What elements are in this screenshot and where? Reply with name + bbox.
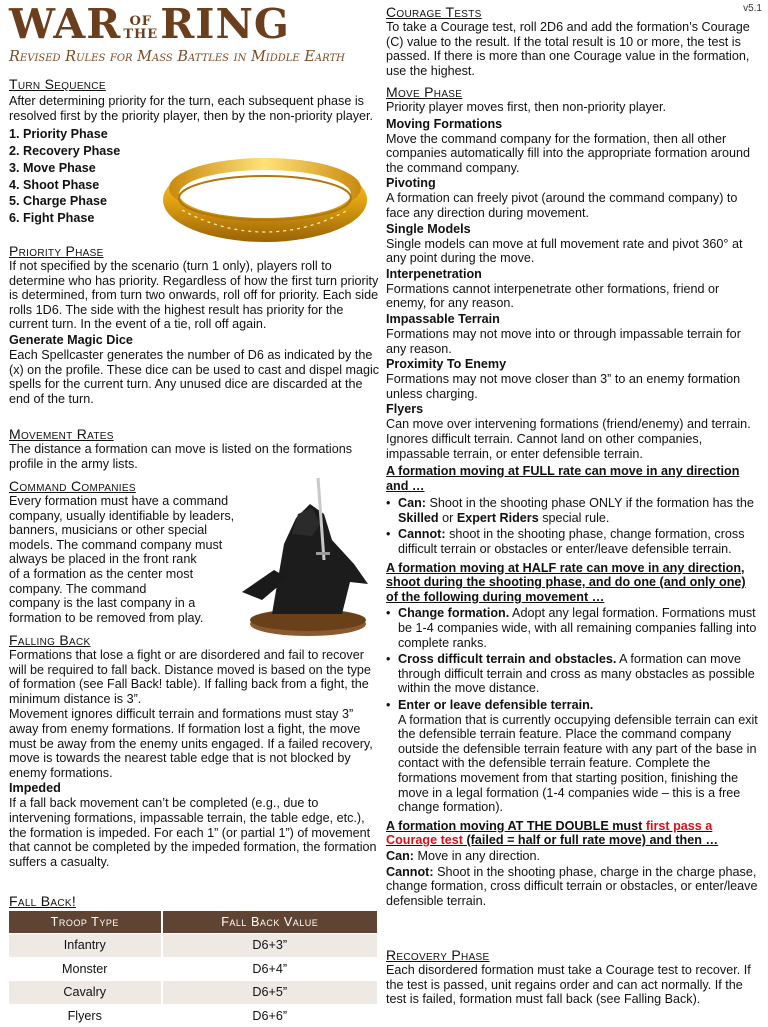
half-rate-item bbox=[386, 606, 760, 650]
text-line: of a formation as the center most bbox=[9, 566, 194, 581]
table-row bbox=[9, 981, 378, 1005]
double-can bbox=[386, 849, 760, 864]
double-heading bbox=[386, 819, 760, 848]
courage-tests-text: To take a Courage test, roll 2D6 and add the formation’s Courage (C) value to the result. If the total result is 10 or more, the test is passed. If there is more than one Courage value in the formation, use the highest. bbox=[386, 20, 750, 78]
moving-formations-heading: Moving Formations bbox=[386, 116, 503, 131]
impassable-terrain-heading: Impassable Terrain bbox=[386, 311, 500, 326]
proximity-text: Formations may not move closer than 3” to an enemy formation unless charging. bbox=[386, 372, 741, 401]
move-phase-heading: Move Phase bbox=[386, 84, 463, 100]
double-cannot bbox=[386, 865, 760, 909]
table-cell: D6+6” bbox=[162, 1004, 379, 1027]
impassable-terrain-text: Formations may not move into or through impassable terrain for any reason. bbox=[386, 326, 741, 356]
table-cell: Flyers bbox=[9, 1004, 162, 1027]
table-cell: Monster bbox=[9, 957, 162, 981]
text-span: or bbox=[438, 510, 457, 525]
generate-magic-dice-text: Each Spellcaster generates the number of D6 as indicated by the (x) on the profile. These dice can be used to cast and dispel magic spells for the current turn. Any unused dice are discarded at the end of the turn. bbox=[9, 347, 380, 406]
column-header: Fall Back Value bbox=[162, 911, 379, 934]
table-cell: Infantry bbox=[9, 934, 162, 958]
fall-back-table-heading: Fall Back! bbox=[9, 893, 77, 909]
cannot-label: Cannot: bbox=[398, 527, 446, 542]
expert-riders-label: Expert Riders bbox=[456, 510, 539, 525]
flyers-text: Can move over intervening formations (friend/enemy) and terrain. Ignores difficult terrain. Cannot land on other companies, impassable terrain, or enter defensible terrain. bbox=[386, 417, 751, 461]
item-title: Change formation. bbox=[398, 606, 510, 621]
full-rate-can-item bbox=[386, 496, 760, 525]
half-rate-heading: A formation moving at HALF rate can move in any direction, shoot during the shooting phase, and do one (and only one) of the following during movement … bbox=[386, 560, 746, 604]
cannot-label: Cannot: bbox=[386, 864, 434, 879]
table-header-row bbox=[9, 911, 378, 934]
skilled-label: Skilled bbox=[398, 510, 439, 525]
movement-rates-heading: Movement Rates bbox=[9, 426, 114, 442]
text-line: banners, musicians or other special bbox=[9, 523, 208, 538]
falling-back-heading: Falling Back bbox=[9, 632, 91, 648]
table-cell: D6+5” bbox=[162, 981, 379, 1005]
half-rate-item bbox=[386, 698, 760, 815]
movement-rates-text: The distance a formation can move is listed on the formations profile in the army lists. bbox=[9, 442, 353, 471]
item-title: Cross difficult terrain and obstacles. bbox=[398, 652, 617, 667]
text-span: Shoot in the shooting phase, charge in the charge phase, change formation, cross difficult terrain or obstacles, or enter/leave defensible terrain. bbox=[386, 864, 758, 908]
full-rate-cannot-item bbox=[386, 527, 760, 556]
table-cell: Cavalry bbox=[9, 981, 162, 1005]
command-companies-text bbox=[9, 494, 381, 625]
impeded-text: If a fall back movement can’t be completed (e.g., due to intervening formations, impassable terrain, the table edge, etc.), the formation is impeded. For each 1” (or partial 1”) of movement that cannot be completed by the impeded formation, the formation suffers a casualty. bbox=[9, 796, 377, 869]
text-line: models. The command company must bbox=[9, 537, 223, 552]
courage-tests-heading: Courage Tests bbox=[386, 4, 482, 20]
text-line: always be placed in the front rank bbox=[9, 552, 197, 567]
fall-back-table bbox=[9, 911, 379, 1027]
table-cell: D6+3” bbox=[162, 934, 379, 958]
phase-item: 2. Recovery Phase bbox=[9, 143, 121, 158]
table-row bbox=[9, 934, 378, 958]
item-text: A formation that is currently occupying defensible terrain can exit the defensible terrain feature. Place the command company outside the defensible terrain feature with any part of the base in contact with the defensible terrain feature. Complete the formations movement from that starting position, finishing the move in a legal formation (1-4 companies wide – this is a free change formation). bbox=[398, 712, 758, 815]
priority-phase-heading: Priority Phase bbox=[9, 243, 104, 259]
recovery-phase-text: Each disordered formation must take a Courage test to recover. If the test is passed, unit regains order and can act normally. If the test is failed, formation must fall back (see Falling Back). bbox=[386, 963, 751, 1007]
text-line: company, usually identifiable by leaders, bbox=[9, 508, 235, 523]
flyers-heading: Flyers bbox=[386, 402, 424, 417]
text-span: Move in any direction. bbox=[414, 848, 540, 863]
version-label: v5.1 bbox=[743, 3, 762, 14]
logo-word-of: OF bbox=[129, 13, 153, 29]
column-header: Troop Type bbox=[9, 911, 162, 934]
logo-of-the bbox=[123, 15, 158, 41]
logo-word-war: WAR bbox=[9, 0, 122, 48]
table-cell: D6+4” bbox=[162, 957, 379, 981]
phase-item: 1. Priority Phase bbox=[9, 127, 108, 142]
logo-subtitle: Revised Rules for Mass Battles in Middle Earth bbox=[9, 49, 345, 65]
can-label: Can: bbox=[386, 848, 414, 863]
interpenetration-heading: Interpenetration bbox=[386, 266, 482, 281]
impeded-heading: Impeded bbox=[9, 781, 61, 796]
item-text: Adopt any legal formation. Formations must be 1-4 companies wide, with all remaining companies falling into complete ranks. bbox=[398, 606, 757, 650]
text-line: company is the last company in a bbox=[9, 596, 196, 611]
pivoting-text: A formation can freely pivot (around the command company) to face any direction during movement. bbox=[386, 191, 738, 220]
turn-sequence-text: After determining priority for the turn, each subsequent phase is resolved first by the priority player, then by the non-priority player. bbox=[9, 94, 373, 123]
phase-item: 3. Move Phase bbox=[9, 160, 96, 175]
logo-title bbox=[9, 2, 349, 46]
pivoting-heading: Pivoting bbox=[386, 176, 436, 191]
game-logo bbox=[9, 2, 349, 74]
moving-formations-text: Move the command company for the formation, then all other companies automatically fill into the appropriate formation around the command company. bbox=[386, 131, 751, 175]
text-span: special rule. bbox=[538, 510, 610, 525]
phase-item: 5. Charge Phase bbox=[9, 194, 107, 209]
text-line: company. The command bbox=[9, 581, 147, 596]
priority-phase-text: If not specified by the scenario (turn 1 only), players roll to determine who has priority. Regardless of how the first turn priority is determined, from turn two onwards, roll off for priority. Each side rolls 1D6. The side with the highest result has priority for the current turn. In the event of a tie, roll off again. bbox=[9, 259, 379, 332]
phase-list bbox=[9, 126, 381, 227]
text-span: Shoot in the shooting phase ONLY if the formation has the bbox=[426, 496, 754, 511]
single-models-text: Single models can move at full movement rate and pivot 360° at any point during the move. bbox=[386, 236, 743, 266]
phase-item: 4. Shoot Phase bbox=[9, 177, 100, 192]
falling-back-text-2: Movement ignores difficult terrain and formations must stay 3” away from enemy formations. If formation lost a fight, the move must be away from the enemy units engaged. If a failed recovery, move is towards the nearest table edge that is not blocked by enemy formations. bbox=[9, 707, 373, 780]
proximity-heading: Proximity To Enemy bbox=[386, 357, 507, 372]
text-span: (failed = half or full rate move) and then … bbox=[462, 833, 719, 848]
turn-sequence-heading: Turn Sequence bbox=[9, 76, 106, 92]
item-text: A formation can move through difficult terrain and cross as many obstacles as possible within the move distance. bbox=[398, 652, 755, 696]
can-label: Can: bbox=[398, 496, 426, 511]
logo-word-ring: RING bbox=[160, 0, 290, 48]
text-span: A formation moving AT THE DOUBLE must bbox=[386, 818, 646, 833]
move-phase-intro: Priority player moves first, then non-priority player. bbox=[386, 100, 666, 114]
logo-word-the: THE bbox=[123, 26, 159, 42]
single-models-heading: Single Models bbox=[386, 221, 471, 236]
text-line: Every formation must have a command bbox=[9, 494, 229, 508]
text-line: formation to be removed from play. bbox=[9, 610, 204, 625]
generate-magic-dice-heading: Generate Magic Dice bbox=[9, 332, 133, 347]
full-rate-heading: A formation moving at FULL rate can move in any direction and … bbox=[386, 464, 740, 493]
recovery-phase-heading: Recovery Phase bbox=[386, 947, 490, 963]
phase-item: 6. Fight Phase bbox=[9, 211, 95, 226]
item-title: Enter or leave defensible terrain. bbox=[398, 698, 594, 712]
courage-test-highlight: first pass a Courage test bbox=[386, 818, 713, 848]
text-span: shoot in the shooting phase, change formation, cross difficult terrain or obstacles or enter/leave defensible terrain. bbox=[398, 527, 745, 557]
table-row bbox=[9, 957, 378, 981]
half-rate-item bbox=[386, 652, 760, 696]
command-companies-heading: Command Companies bbox=[9, 478, 136, 494]
interpenetration-text: Formations cannot interpenetrate other formations, friend or enemy, for any reason. bbox=[386, 281, 720, 311]
falling-back-text-1: Formations that lose a fight or are disordered and fail to recover will be required to fall back. Distance moved is based on the type of formation (see Fall Back! table). If falling back from a fight, the minimum distance is 3”. bbox=[9, 648, 371, 706]
